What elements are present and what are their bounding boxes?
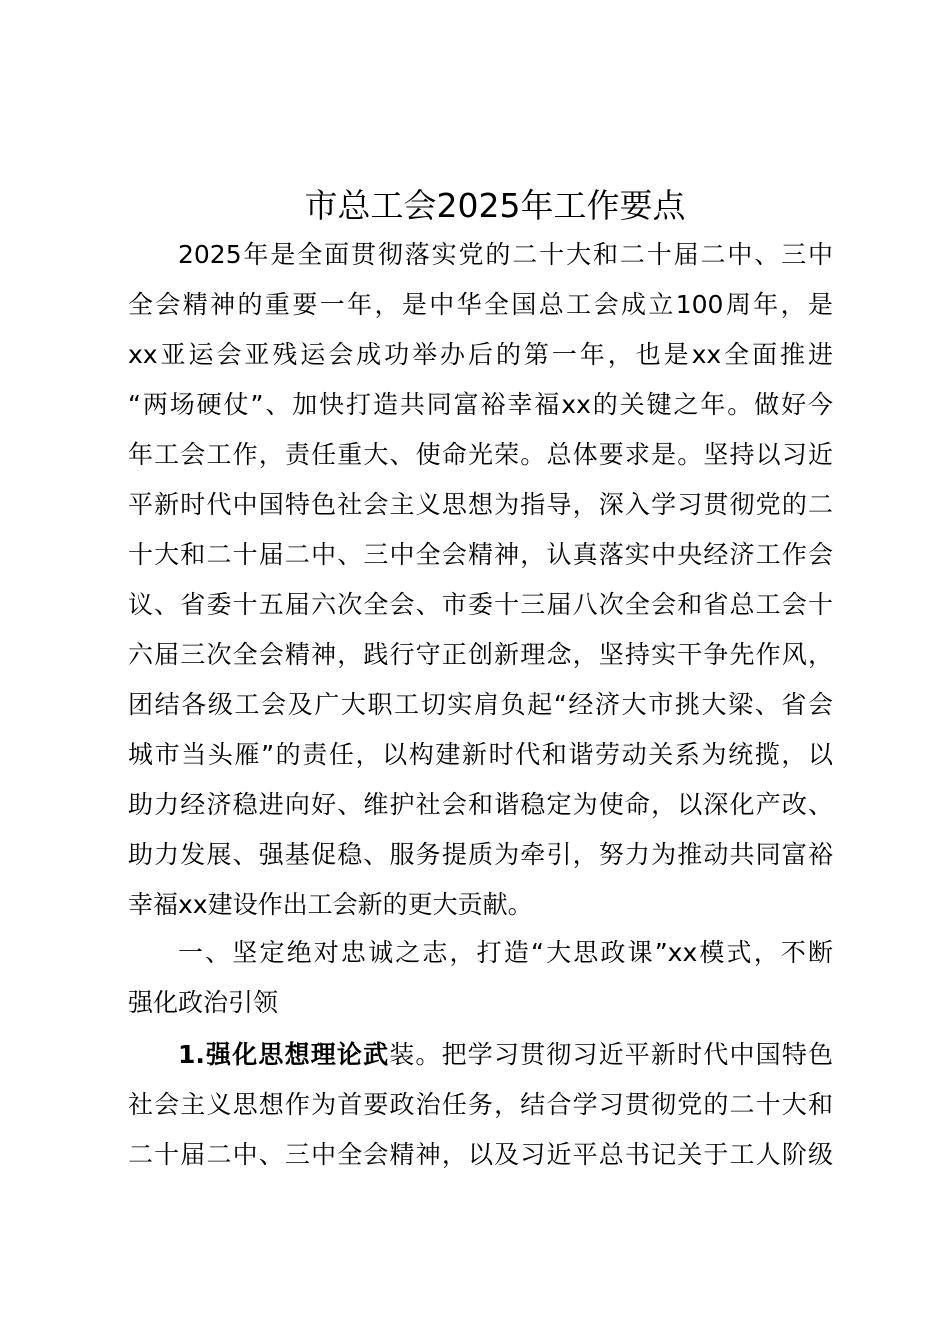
section-heading-line: 一、坚定绝对忠诚之志，打造“大思政课”xx模式，不断	[178, 938, 833, 967]
paragraph-line: 助力发展、强基促稳、服务提质为牵引，努力为推动共同富裕	[128, 840, 833, 869]
item-text: 装。把学习贯彻习近平新时代中国特色	[389, 1040, 833, 1069]
paragraph-line: 年工会工作，责任重大、使命光荣。总体要求是。坚持以习近	[128, 440, 833, 469]
paragraph-line: 幸福xx建设作出工会新的更大贡献。	[128, 890, 533, 919]
item-bold-lead: 1.强化思想理论武	[178, 1040, 390, 1069]
paragraph-line: 2025年是全面贯彻落实党的二十大和二十届二中、三中	[178, 240, 833, 269]
item-line: 二十届二中、三中全会精神，以及习近平总书记关于工人阶级	[128, 1140, 833, 1169]
item-line	[178, 1038, 833, 1072]
paragraph-line: 六届三次全会精神，践行守正创新理念，坚持实干争先作风，	[128, 640, 833, 669]
paragraph-line: xx亚运会亚残运会成功举办后的第一年，也是xx全面推进	[128, 340, 833, 369]
paragraph-line: 助力经济稳进向好、维护社会和谐稳定为使命，以深化产改、	[128, 790, 833, 819]
paragraph-line: 十大和二十届二中、三中全会精神，认真落实中央经济工作会	[128, 540, 833, 569]
paragraph-line: 议、省委十五届六次全会、市委十三届八次全会和省总工会十	[128, 590, 833, 619]
section-heading-line: 强化政治引领	[128, 988, 279, 1017]
paragraph-line: 城市当头雁”的责任，以构建新时代和谐劳动关系为统揽，以	[128, 740, 833, 769]
item-line: 社会主义思想作为首要政治任务，结合学习贯彻党的二十大和	[128, 1090, 833, 1119]
document-title: 市总工会2025年工作要点	[304, 186, 686, 225]
paragraph-line: “两场硬仗”、加快打造共同富裕幸福xx的关键之年。做好今	[128, 390, 833, 419]
paragraph-line: 全会精神的重要一年，是中华全国总工会成立100周年，是	[128, 290, 833, 319]
paragraph-line: 平新时代中国特色社会主义思想为指导，深入学习贯彻党的二	[128, 490, 833, 519]
paragraph-line: 团结各级工会及广大职工切实肩负起“经济大市挑大梁、省会	[128, 690, 833, 719]
